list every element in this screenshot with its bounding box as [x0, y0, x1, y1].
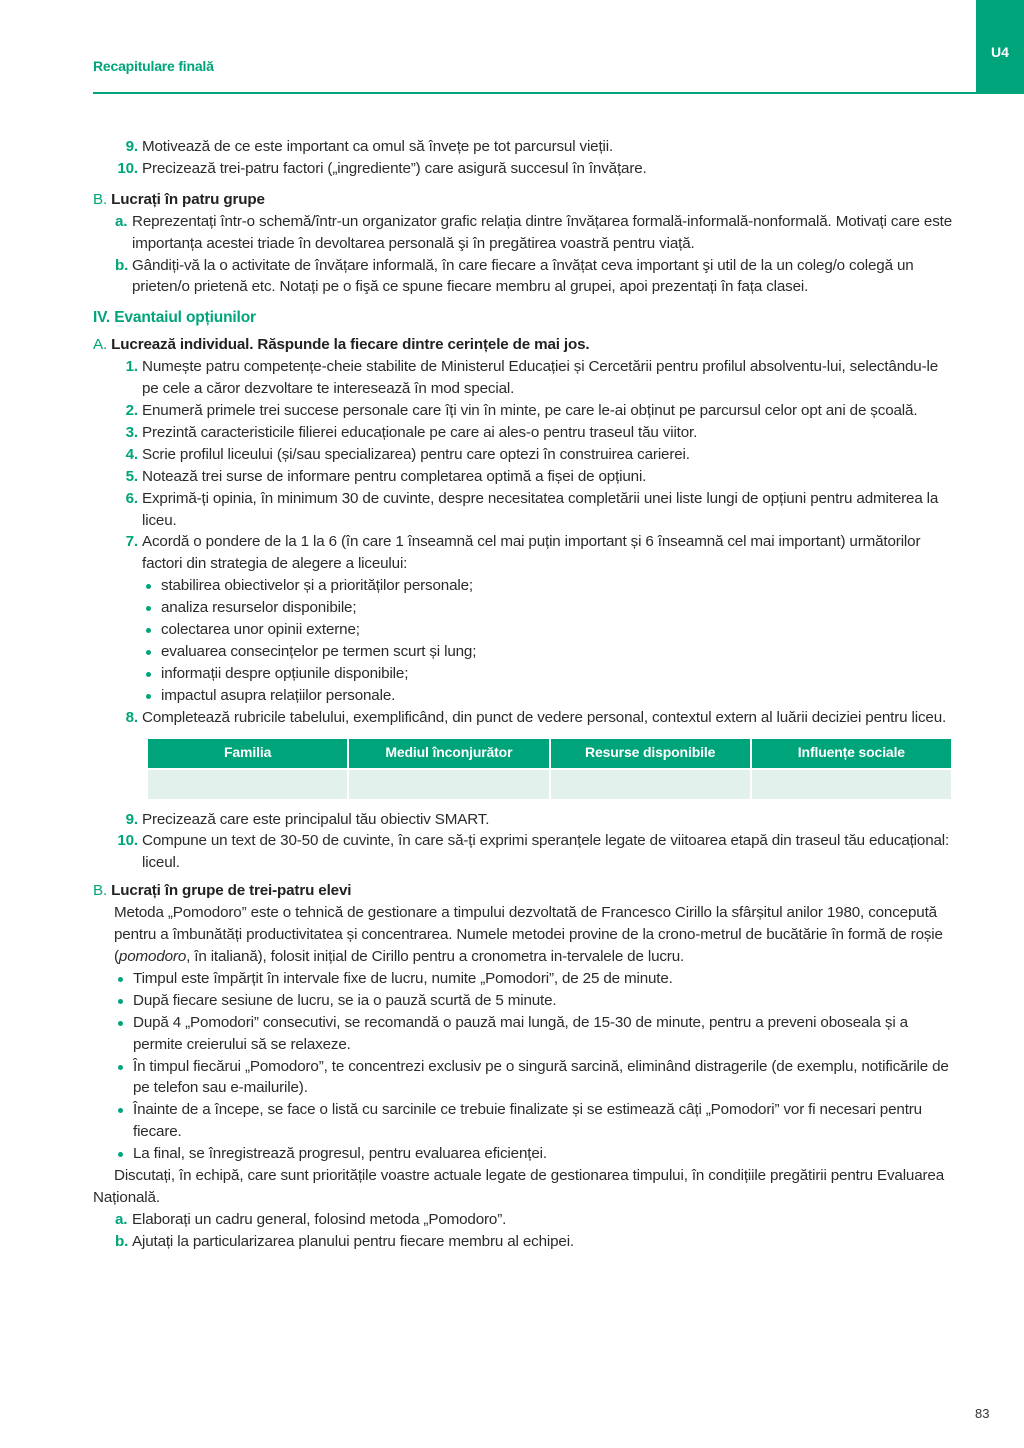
exercise-item-10	[93, 158, 953, 180]
item-text: Scrie profilul liceului (și/sau specializarea) pentru care optezi în construirea carierei.	[142, 445, 690, 463]
table-row	[148, 770, 951, 799]
exercise-item	[93, 809, 953, 831]
item-text: Compune un text de 30-50 de cuvinte, în care să-ți exprimi speranțele legate de viitoarea etapă din traseul tău educațional: liceul.	[142, 832, 950, 872]
task-a	[93, 211, 953, 255]
task-letter: b.	[115, 256, 129, 274]
item-number: 6.	[125, 489, 138, 507]
column-header-family: Familia	[148, 739, 347, 770]
column-header-social-influences: Influențe sociale	[752, 739, 951, 770]
running-header-title: Recapitulare finală	[93, 58, 214, 74]
exercise-item	[93, 422, 953, 444]
item-number: 8.	[125, 708, 138, 726]
task-b	[93, 1231, 953, 1253]
section-b-group-work	[93, 189, 953, 211]
item-text: Acordă o pondere de la 1 la 6 (în care 1 înseamnă cel mai puțin important și 6 înseamnă cel mai important) următorilor factori din strategia de alegere a liceului:	[142, 533, 921, 573]
task-letter: a.	[115, 212, 128, 230]
bullet-item: Înainte de a începe, se face o listă cu sarcinile ce trebuie finalizate și se estimează câți „Pomodori” vor fi necesari pentru fiecare.	[114, 1099, 953, 1143]
part-a-heading	[93, 334, 953, 356]
section-letter: B.	[93, 190, 108, 208]
item-text: Completează rubricile tabelului, exemplificând, din punct de vedere personal, contextul extern al luării deciziei pentru liceu.	[142, 708, 947, 726]
table-cell-empty[interactable]	[752, 770, 951, 799]
item-text: Numește patru competențe-cheie stabilite de Ministerul Educației și Cercetării pentru profilul absolventu-lui, selectându-le pe cele a căror dezvoltare te interesează în mod special.	[142, 358, 939, 398]
item-number: 5.	[125, 467, 138, 485]
section-letter: B.	[93, 882, 108, 900]
bullet-item: impactul asupra relațiilor personale.	[142, 685, 953, 707]
factor-list	[142, 575, 953, 706]
header-divider	[93, 92, 976, 94]
task-letter: b.	[115, 1232, 129, 1250]
exercise-item	[93, 531, 953, 575]
exercise-item-9	[93, 136, 953, 158]
item-text: Exprimă-ți opinia, în minimum 30 de cuvinte, despre necesitatea completării unei liste lungi de opțiuni pentru admiterea la liceu.	[142, 489, 939, 529]
item-number: 4.	[125, 445, 138, 463]
discussion-prompt: Discutați, în echipă, care sunt prioritățile voastre actuale legate de gestionarea timpului, în condițiile pregătirii pentru Evaluarea Națională.	[93, 1167, 945, 1206]
section-iv-heading: IV. Evantaiul opțiunilor	[93, 309, 256, 327]
task-b	[93, 255, 953, 299]
column-header-resources: Resurse disponibile	[551, 739, 750, 770]
bullet-item: informații despre opțiunile disponibile;	[142, 663, 953, 685]
task-text: Ajutați la particularizarea planului pentru fiecare membru al echipei.	[132, 1232, 574, 1250]
section-title: Lucrați în patru grupe	[111, 190, 265, 208]
context-table	[146, 739, 953, 799]
task-text: Elaborați un cadru general, folosind metoda „Pomodoro”.	[132, 1210, 507, 1228]
exercise-item	[93, 488, 953, 532]
column-header-environment: Mediul înconjurător	[349, 739, 548, 770]
item-number: 10.	[117, 159, 138, 177]
bullet-item: evaluarea consecințelor pe termen scurt și lung;	[142, 641, 953, 663]
item-text: Precizează care este principalul tău obiectiv SMART.	[142, 810, 490, 828]
item-number: 9.	[125, 138, 138, 155]
task-text: Gândiți-vă la o activitate de învățare informală, în care fiecare a învățat ceva important şi util de la un coleg/o colegă un prieten/o prietenă etc. Notați pe o fişă ce spune fiecare membru al grupei, apoi prezentați în fața clasei.	[132, 256, 914, 296]
exercise-item	[93, 466, 953, 488]
bullet-item: După fiecare sesiune de lucru, se ia o pauză scurtă de 5 minute.	[114, 990, 953, 1012]
item-number: 7.	[125, 533, 138, 551]
intro-italic-term: pomodoro	[118, 948, 187, 965]
item-number: 9.	[125, 810, 138, 828]
item-text: Precizează trei-patru factori („ingrediente”) care asigură succesul în învățare.	[142, 159, 647, 177]
item-number: 1.	[125, 358, 138, 376]
pomodoro-intro	[93, 902, 953, 968]
exercise-item	[93, 830, 953, 874]
bullet-item: colectarea unor opinii externe;	[142, 619, 953, 641]
section-letter: A.	[93, 336, 108, 354]
item-text: Motivează de ce este important ca omul să învețe pe tot parcursul vieții.	[142, 138, 614, 155]
item-text: Enumeră primele trei succese personale care îți vin în minte, pe care le-ai obținut pe parcursul celor opt ani de școală.	[142, 401, 918, 419]
item-text: Notează trei surse de informare pentru completarea optimă a fișei de opțiuni.	[142, 467, 647, 485]
item-number: 10.	[117, 832, 138, 850]
bullet-item: analiza resurselor disponibile;	[142, 597, 953, 619]
unit-tab	[976, 0, 1024, 94]
table-cell-empty[interactable]	[148, 770, 347, 799]
bullet-item: În timpul fiecărui „Pomodoro”, te concentrezi exclusiv pe o singură sarcină, eliminând distragerile (de exemplu, notificările de pe telefon sau e-mailurile).	[114, 1056, 953, 1100]
part-b-heading	[93, 880, 953, 902]
page-number: 83	[975, 1406, 990, 1421]
page-content	[93, 136, 953, 1253]
task-a	[93, 1209, 953, 1231]
intro-text: Metoda „Pomodoro” este o tehnică de gestionare a timpului dezvoltată de Francesco Cirillo la sfârșitul anilor 1980, concepută pentru a îmbunătăți productivitatea și concentrarea. Numele metodei provine de la crono-metrul de bucătărie în formă de roșie (	[114, 904, 943, 965]
bullet-item: După 4 „Pomodori” consecutivi, se recomandă o pauză mai lungă, de 15-30 de minute, pentru a preveni oboseala și a permite creierului să se relaxeze.	[114, 1012, 953, 1056]
exercise-item	[93, 707, 953, 729]
table-cell-empty[interactable]	[551, 770, 750, 799]
section-title: Lucrați în grupe de trei-patru elevi	[111, 882, 352, 900]
bullet-item: La final, se înregistrează progresul, pentru evaluarea eficienței.	[114, 1143, 953, 1165]
task-letter: a.	[115, 1210, 128, 1228]
item-text: Prezintă caracteristicile filierei educaționale pe care ai ales-o pentru traseul tău viitor.	[142, 423, 698, 441]
table-cell-empty[interactable]	[349, 770, 548, 799]
unit-label: U4	[991, 44, 1009, 60]
exercise-item	[93, 444, 953, 466]
bullet-item: Timpul este împărțit în intervale fixe de lucru, numite „Pomodori”, de 25 de minute.	[114, 968, 953, 990]
exercise-item	[93, 356, 953, 400]
bullet-item: stabilirea obiectivelor și a priorităților personale;	[142, 575, 953, 597]
task-text: Reprezentați într-o schemă/într-un organizator grafic relația dintre învățarea formală-informală-nonformală. Motivați care este importanța acestei triade în devoltarea personală şi în pregătirea voastră pentru viață.	[132, 212, 953, 252]
intro-text-cont: , în italiană), folosit inițial de Cirillo pentru a cronometra in-tervalele de lucru.	[186, 948, 685, 965]
exercise-item	[93, 400, 953, 422]
item-number: 2.	[125, 401, 138, 419]
section-title: Lucrează individual. Răspunde la fiecare dintre cerințele de mai jos.	[111, 336, 590, 354]
pomodoro-rules-list	[114, 968, 953, 1165]
item-number: 3.	[125, 423, 138, 441]
